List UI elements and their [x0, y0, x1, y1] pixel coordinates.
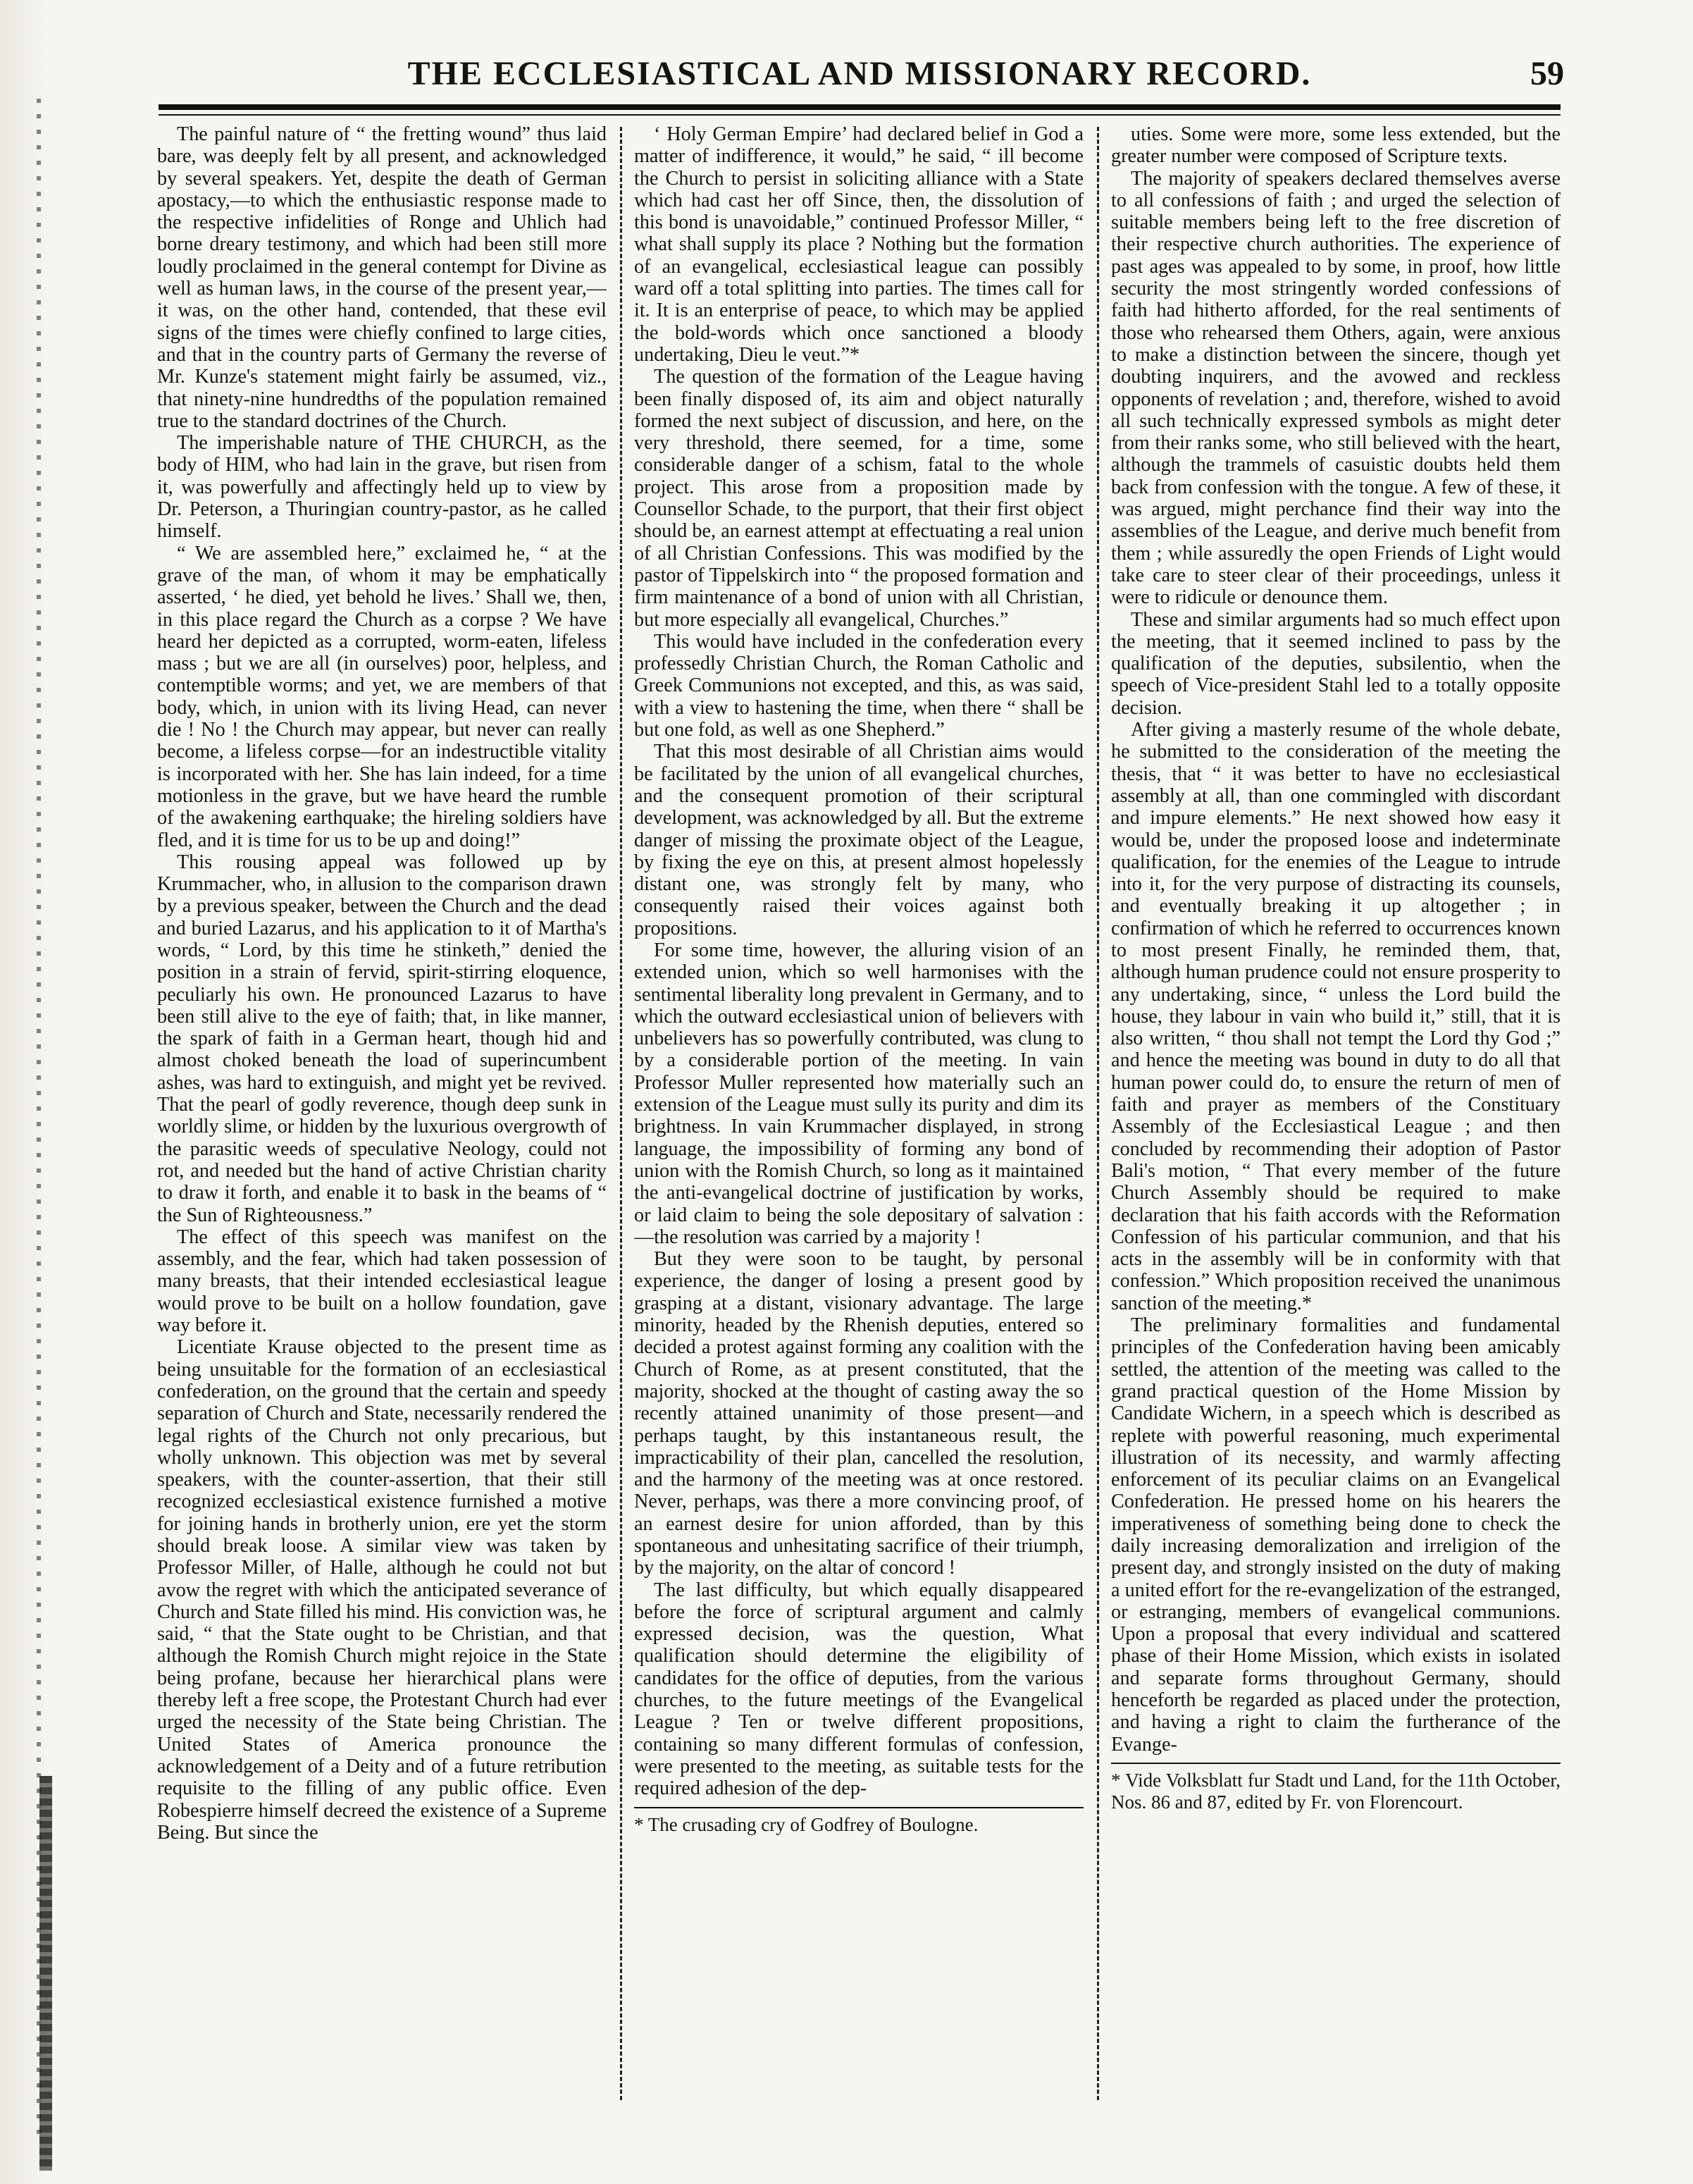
page-number: 59	[1530, 55, 1564, 92]
binding-shadow	[39, 1776, 52, 2171]
text-column-3	[1111, 123, 1561, 2132]
paragraph: This rousing appeal was followed up by Krummacher, who, in allusion to the comparison drawn by a previous speaker, between the Church and the dead and buried Lazarus, and his application to it of Martha's words, “ Lord, by this time he stinketh,” denied the position in a strain of fervid, spirit-stirring eloquence, peculiarly his own. He pronounced Lazarus to have been still alive to the eye of faith; that, in like manner, the spark of faith in a German heart, though hid and almost choked beneath the load of superincumbent ashes, was hard to extinguish, and might yet be revived. That the pearl of godly reverence, though deep sunk in worldly slime, or hidden by the luxurious overgrowth of the parasitic weeds of speculative Neology, could not rot, and needed but the hand of active Christian charity to draw it forth, and enable it to bask in the beams of “ the Sun of Righteousness.”	[157, 851, 607, 1226]
page-header	[155, 49, 1564, 99]
running-head: THE ECCLESIASTICAL AND MISSIONARY RECORD.	[407, 55, 1312, 92]
paragraph: But they were soon to be taught, by personal experience, the danger of losing a present good by grasping at a distant, visionary advantage. The large minority, headed by the Rhenish deputies, entered so decided a protest against forming any coalition with the Church of Rome, as at present constituted, that the majority, shocked at the thought of casting away the so recently attained unanimity of those present—and perhaps taught, by this instantaneous result, the impracticability of their plan, cancelled the resolution, and the harmony of the meeting was at once restored. Never, perhaps, was there a more convincing proof, of an earnest desire for union afforded, than by this spontaneous and unhesitating sacrifice of their triumph, by the majority, on the altar of concord !	[634, 1248, 1084, 1579]
paragraph: The majority of speakers declared themselves averse to all confessions of faith ; and urged the selection of suitable members being left to the free discretion of their respective church authorities. The experience of past ages was appealed to by some, in proof, how little security the most stringently worded confessions of faith had hitherto afforded, for the real sentiments of those who rehearsed them Others, again, were anxious to make a distinction between the sincere, though yet doubting inquirers, and the avowed and reckless opponents of revelation ; and, therefore, wished to avoid all such technically expressed symbols as might deter from their ranks some, who still believed with the heart, although the trammels of casuistic doubts held them back from confession with the tongue. A few of these, it was argued, might perchance find their way into the assemblies of the League, and derive much benefit from them ; while assuredly the open Friends of Light would take care to steer clear of their proceedings, unless it were to ridicule or denounce them.	[1111, 167, 1561, 609]
footnote: * Vide Volksblatt fur Stadt und Land, for the 11th October, Nos. 86 and 87, edited by Fr. von Florencourt.	[1111, 1769, 1561, 1813]
paragraph: The last difficulty, but which equally disappeared before the force of scriptural argument and calmly expressed decision, was the question, What qualification should determine the eligibility of candidates for the office of deputies, from the various churches, to the future meetings of the Evangelical League ? Ten or twelve different propositions, containing so many different formulas of confession, were presented to the meeting, as suitable tests for the required adhesion of the dep-	[634, 1579, 1084, 1800]
column-divider	[620, 127, 622, 2100]
text-column-2	[634, 123, 1084, 2132]
footnote-rule	[1111, 1763, 1561, 1764]
paragraph: The painful nature of “ the fretting wound” thus laid bare, was deeply felt by all present, and acknowledged by several speakers. Yet, despite the death of German apostacy,—to which the enthusiastic response made to the respective infidelities of Ronge and Uhlich had borne dreary testimony, and which had been still more loudly proclaimed in the general contempt for Divine as well as human laws, in the course of the present year,—it was, on the other hand, contended, that these evil signs of the times were chiefly confined to large cities, and that in the country parts of Germany the reverse of Mr. Kunze's statement might fairly be assumed, viz., that ninety-nine hundredths of the population remained true to the standard doctrines of the Church.	[157, 123, 607, 432]
paragraph: That this most desirable of all Christian aims would be facilitated by the union of all evangelical churches, and the consequent promotion of their scriptural development, was acknowledged by all. But the extreme danger of missing the proximate object of the League, by fixing the eye on this, at present almost hopelessly distant one, was strongly felt by many, who consequently raised their voices against both propositions.	[634, 741, 1084, 939]
paragraph: uties. Some were more, some less extended, but the greater number were composed of Scripture texts.	[1111, 123, 1561, 168]
text-column-1	[157, 123, 607, 2132]
paragraph: For some time, however, the alluring vision of an extended union, which so well harmonises with the sentimental liberality long prevalent in Germany, and to which the outward ecclesiastical union of believers with unbelievers has so powerfully contributed, was clung to by a considerable portion of the meeting. In vain Professor Muller represented how materially such an extension of the League must sully its purity and dim its brightness. In vain Krummacher displayed, in strong language, the impossibility of forming any bond of union with the Romish Church, so long as it maintained the anti-evangelical doctrine of justification by works, or laid claim to being the sole depositary of salvation :—the resolution was carried by a majority !	[634, 939, 1084, 1248]
paragraph: These and similar arguments had so much effect upon the meeting, that it seemed inclined to pass by the qualification of the deputies, subsilentio, when the speech of Vice-president Stahl led to a totally opposite decision.	[1111, 608, 1561, 719]
header-rule-thin	[159, 114, 1561, 116]
footnote: * The crusading cry of Godfrey of Boulogne.	[634, 1813, 979, 1835]
paragraph: This would have included in the confederation every professedly Christian Church, the Roman Catholic and Greek Communions not excepted, and this, as was said, with a view to hastening the time, when there “ shall be but one fold, as well as one Shepherd.”	[634, 630, 1084, 741]
column-divider	[1097, 127, 1099, 2100]
paragraph: The question of the formation of the League having been finally disposed of, its aim and object naturally formed the next subject of discussion, and here, on the very threshold, there seemed, for a time, some considerable danger of a schism, fatal to the whole project. This arose from a proposition made by Counsellor Schade, to the purport, that their first object should be, an earnest attempt at effectuating a real union of all Christian Confessions. This was modified by the pastor of Tippelskirch into “ the proposed formation and firm maintenance of a bond of union with all Christian, but more especially all evangelical, Churches.”	[634, 366, 1084, 631]
paragraph: The imperishable nature of THE CHURCH, as the body of HIM, who had lain in the grave, but risen from it, was powerfully and affectingly held up to view by Dr. Peterson, a Thuringian country-pastor, as he called himself.	[157, 432, 607, 543]
header-rule-thick	[159, 104, 1561, 110]
paragraph: “ We are assembled here,” exclaimed he, “ at the grave of the man, of whom it may be emphatically asserted, ‘ he died, yet behold he lives.’ Shall we, then, in this place regard the Church as a corpse ? We have heard her depicted as a corrupted, worm-eaten, lifeless mass ; but we are all (in ourselves) poor, helpless, and contemptible worms; and yet, we are members of that body, which, in union with its living Head, can never die ! No ! the Church may appear, but never can really become, a lifeless corpse—for an indestructible vitality is incorporated with her. She has lain indeed, for a time motionless in the grave, but we have heard the rumble of the awakening earthquake; the hireling soldiers have fled, and it is time for us to be up and doing!”	[157, 542, 607, 851]
page-binding-edge	[0, 0, 49, 2184]
footnote-rule	[634, 1807, 1084, 1808]
paragraph: After giving a masterly resume of the whole debate, he submitted to the consideration of the meeting the thesis, that “ it was better to have no ecclesiastical assembly at all, than one commingled with discordant and impure elements.” He next showed how easy it would be, under the proposed loose and indeterminate qualification, for the enemies of the League to intrude into it, for the very purpose of distracting its counsels, and eventually breaking it up altogether ; in confirmation of which he referred to occurrences known to most present Finally, he reminded them, that, although human prudence could not ensure prosperity to any undertaking, since, “ unless the Lord build the house, they labour in vain who build it,” still, that it is also written, “ thou shall not tempt the Lord thy God ;” and hence the meeting was bound in duty to do all that human power could do, to ensure the return of men of faith and prayer as members of the Constituary Assembly of the Ecclesiastical League ; and then concluded by recommending their adoption of Pastor Bali's motion, “ That every member of the future Church Assembly should be required to make declaration that his faith accords with the Reformation Confession of his particular communion, and that his acts in the assembly will be in conformity with that confession.” Which proposition received the unanimous sanction of the meeting.*	[1111, 719, 1561, 1314]
paragraph: The effect of this speech was manifest on the assembly, and the fear, which had taken possession of many breasts, that their intended ecclesiastical league would prove to be built on a hollow foundation, gave way before it.	[157, 1226, 607, 1337]
paragraph: Licentiate Krause objected to the present time as being unsuitable for the formation of an ecclesiastical confederation, on the ground that the certain and speedy separation of Church and State, necessarily rendered the legal rights of the Church not only precarious, but wholly unknown. This objection was met by several speakers, with the counter-assertion, that their still recognized ecclesiastical existence furnished a motive for joining hands in brotherly union, ere yet the storm should break loose. A similar view was taken by Professor Miller, of Halle, although he could not but avow the regret with which the anticipated severance of Church and State filled his mind. His conviction was, he said, “ that the State ought to be Christian, and that although the Romish Church might rejoice in the State being profane, because her hierarchical plans were thereby left a free scope, the Protestant Church had ever urged the necessity of the State being Christian. The United States of America pronounce the acknowledgement of a Deity and of a future retribution requisite to the filling of any public office. Even Robespierre himself decreed the existence of a Supreme Being. But since the	[157, 1336, 607, 1844]
paragraph: The preliminary formalities and fundamental principles of the Confederation having been amicably settled, the attention of the meeting was called to the grand practical question of the Home Mission by Candidate Wichern, in a speech which is described as replete with powerful reasoning, much experimental illustration of its necessity, and warmly affecting enforcement of its peculiar claims on an Evangelical Confederation. He pressed home on his hearers the imperativeness of something being done to check the daily increasing demoralization and irreligion of the present day, and strongly insisted on the duty of making a united effort for the re-evangelization of the estranged, or estranging, members of evangelical communions. Upon a proposal that every individual and scattered phase of their Home Mission, which exists in isolated and separate forms throughout Germany, should henceforth be regarded as placed under the protection, and having a right to claim the furtherance of the Evange-	[1111, 1314, 1561, 1756]
paragraph: ‘ Holy German Empire’ had declared belief in God a matter of indifference, it would,” he said, “ ill become the Church to persist in soliciting alliance with a State which had cast her off Since, then, the dissolution of this bond is unavoidable,” continued Professor Miller, “ what shall supply its place ? Nothing but the formation of an evangelical, ecclesiastical league can possibly ward off a total splitting into parties. The times call for it. It is an enterprise of peace, to which may be applied the bold-words which once sanctioned a bloody undertaking, Dieu le veut.”*	[634, 123, 1084, 366]
